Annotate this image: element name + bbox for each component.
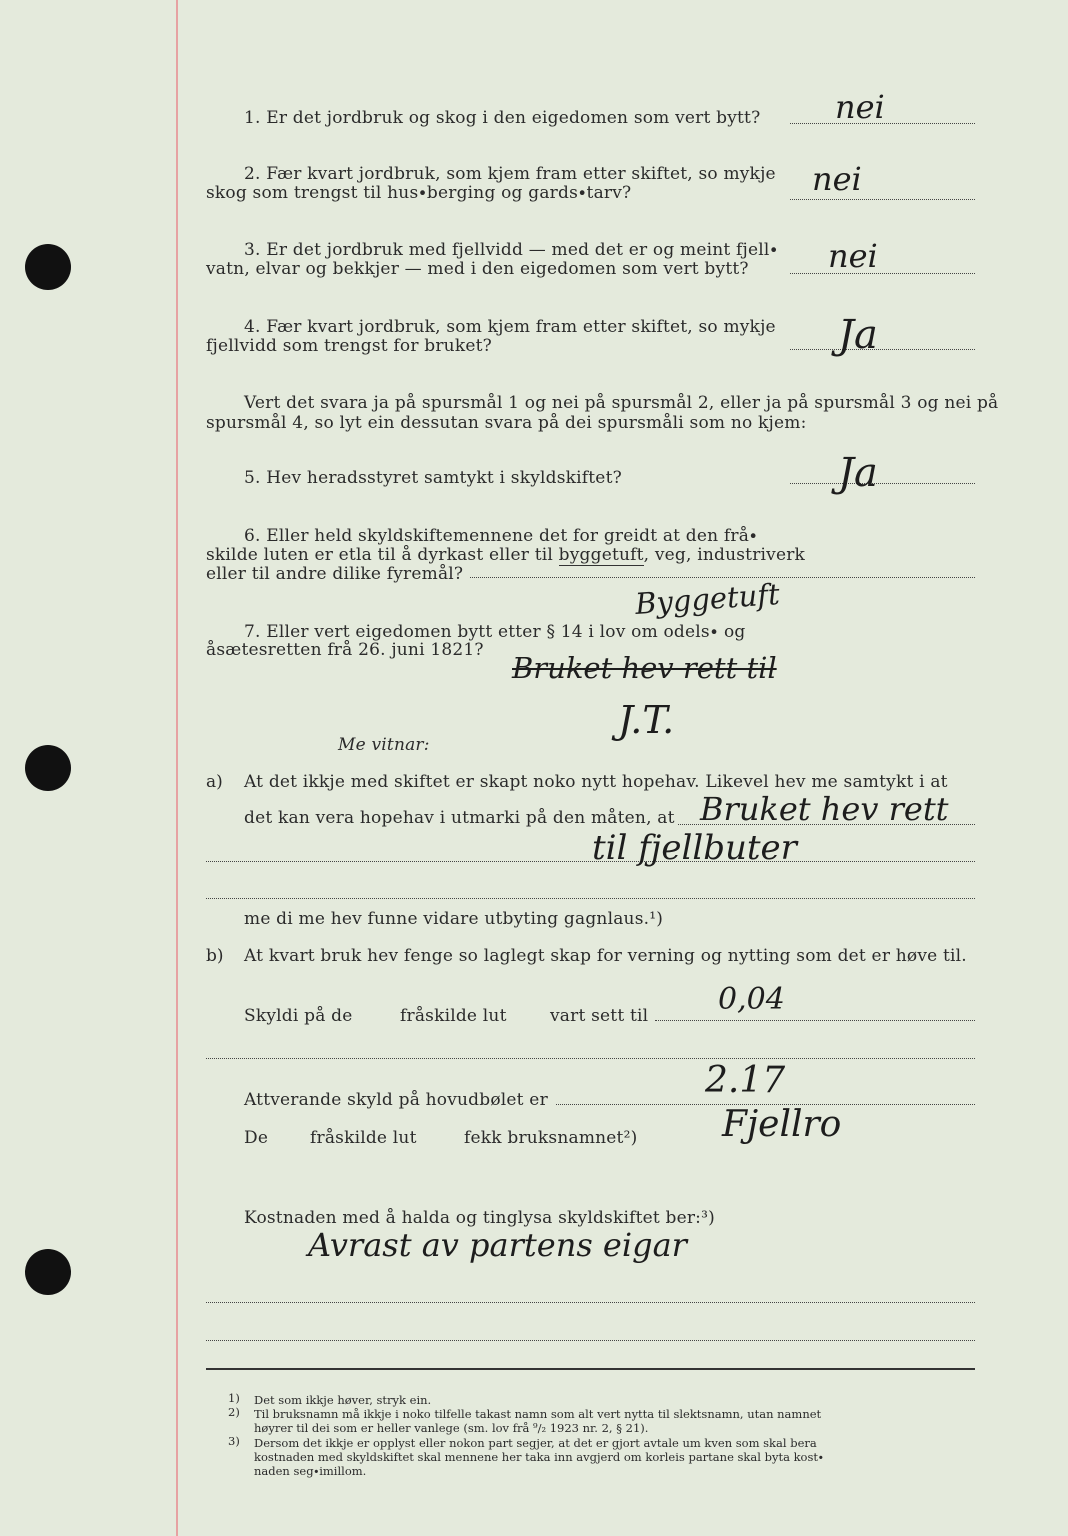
answer-line (206, 1340, 975, 1341)
footnote-1-mark: 1) (228, 1391, 240, 1405)
answer-line (655, 1020, 975, 1021)
question-2-line2: skog som trengst til hus∙berging og gards∙tarv? (206, 183, 632, 203)
answer-6: Byggetuft (633, 576, 781, 622)
question-6-line1: 6. Eller held skyldskiftemennene det for greidt at den frå∙ (244, 526, 758, 546)
item-a-label: a) (206, 772, 223, 792)
answer-4: Ja (838, 312, 878, 358)
answer-line (790, 349, 975, 350)
skyld-label-b: fråskilde lut (400, 1006, 507, 1026)
bruksnamn-label-a: De (244, 1128, 269, 1148)
item-b-line: At kvart bruk hev fenge so laglegt skap for verning og nytting som det er høve til. (244, 946, 967, 966)
answer-line (206, 1302, 975, 1303)
answer-5: Ja (838, 450, 878, 496)
question-4-line1: 4. Fær kvart jordbruk, som kjem fram etter skiftet, so mykje (244, 317, 776, 337)
footnote-3-line1: Dersom det ikkje er opplyst eller nokon part segjer, at det er gjort avtale um kven som skal bera (254, 1436, 817, 1450)
item-a-line1: At det ikkje med skiftet er skapt noko nytt hopehav. Likevel hev me samtykt i at (244, 772, 948, 792)
answer-line (206, 1058, 975, 1059)
answer-line (790, 199, 975, 200)
question-6-line2: skilde luten er etla til å dyrkast eller til byggetuft, veg, industriverk (206, 545, 806, 565)
answer-3: nei (828, 237, 878, 275)
bruksnamn-label-b: fråskilde lut (310, 1128, 417, 1148)
question-7-line1: 7. Eller vert eigedomen bytt etter § 14 i lov om odels∙ og (244, 622, 746, 642)
question-5: 5. Hev heradsstyret samtykt i skyldskiftet? (244, 468, 622, 488)
question-7-line2: åsætesretten frå 26. juni 1821? (206, 640, 484, 660)
bruksnamn-value: Fjellro (722, 1104, 842, 1145)
punch-hole (25, 244, 71, 290)
skyld-value: 0,04 (718, 982, 785, 1017)
question-6-line3: eller til andre dilike fyremål? (206, 564, 464, 584)
attverande-label: Attverande skyld på hovudbølet er (244, 1090, 548, 1110)
item-a-line3: me di me hev funne vidare utbyting gagnlaus.¹) (244, 909, 664, 929)
intro-line1: Vert det svara ja på spursmål 1 og nei på spursmål 2, eller ja på spursmål 3 og nei på (244, 393, 999, 413)
item-a-answer2: til fjellbuter (592, 828, 797, 868)
bruksnamn-label-c: fekk bruksnamnet²) (464, 1128, 638, 1148)
item-b-label: b) (206, 946, 224, 966)
struck-answer-7: Bruket hev rett til (512, 651, 777, 685)
answer-line (206, 898, 975, 899)
question-4-line2: fjellvidd som trengst for bruket? (206, 336, 492, 356)
question-3-line1: 3. Er det jordbruk med fjellvidd — med det er og meint fjell∙ (244, 240, 779, 260)
initials: J.T. (618, 698, 675, 742)
answer-line (470, 577, 975, 578)
skyld-label-a: Skyldi på de (244, 1006, 353, 1026)
footnote-3-line2: kostnaden med skyldskiftet skal mennene her taka inn avgjerd om korleis partane skal byta kost∙ (254, 1450, 824, 1464)
answer-line (790, 273, 975, 274)
punch-hole (25, 745, 71, 791)
answer-1: nei (835, 88, 885, 126)
item-a-line2: det kan vera hopehav i utmarki på den måten, at (244, 808, 675, 828)
punch-hole (25, 1249, 71, 1295)
kostnaden-value: Avrast av partens eigar (308, 1226, 687, 1264)
item-a-answer1: Bruket hev rett (700, 790, 949, 828)
attverande-value: 2.17 (705, 1060, 786, 1101)
question-3-line2: vatn, elvar og bekkjer — med i den eigedomen som vert bytt? (206, 259, 749, 279)
intro-line2: spursmål 4, so lyt ein dessutan svara på dei spursmåli som no kjem: (206, 413, 807, 433)
answer-line (790, 483, 975, 484)
kostnaden-label: Kostnaden med å halda og tinglysa skyldskiftet ber:³) (244, 1208, 715, 1228)
solid-rule (206, 1368, 975, 1370)
question-2-line1: 2. Fær kvart jordbruk, som kjem fram etter skiftet, so mykje (244, 164, 776, 184)
footnote-3-line3: naden seg∙imillom. (254, 1464, 367, 1478)
footnote-2-mark: 2) (228, 1405, 240, 1419)
question-1: 1. Er det jordbruk og skog i den eigedomen som vert bytt? (244, 108, 761, 128)
skyld-label-c: vart sett til (550, 1006, 649, 1026)
footnote-1: Det som ikkje høver, stryk ein. (254, 1393, 432, 1407)
answer-2: nei (812, 160, 862, 198)
footnote-2-line2: høyrer til dei som er heller vanlege (sm. lov frå ⁹/₂ 1923 nr. 2, § 21). (254, 1421, 649, 1435)
red-margin-line (176, 0, 178, 1536)
footnote-3-mark: 3) (228, 1434, 240, 1448)
answer-line (206, 861, 975, 862)
footnote-2-line1: Til bruksnamn må ikkje i noko tilfelle takast namn som alt vert nytta til slektsnamn, utan namnet (254, 1407, 822, 1421)
vitnar-heading: Me vitnar: (338, 735, 430, 755)
